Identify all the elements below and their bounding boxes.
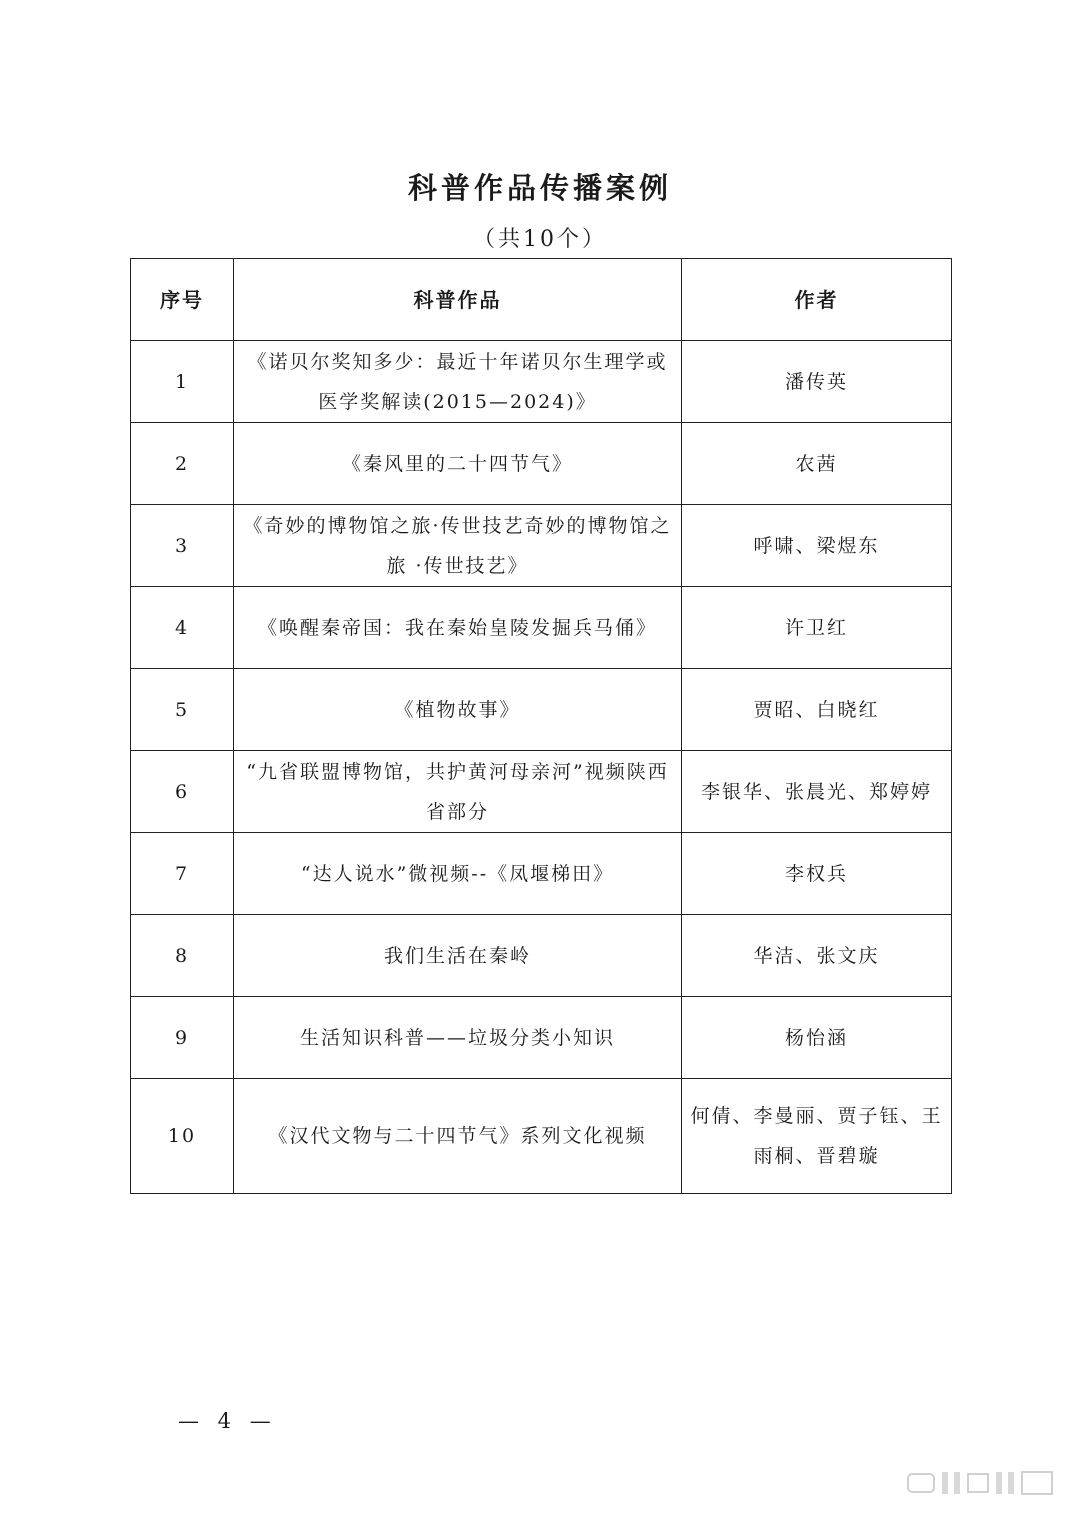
row-number: 1 — [131, 341, 234, 423]
row-work: 《植物故事》 — [234, 669, 682, 751]
table-row — [131, 423, 952, 505]
table-row — [131, 915, 952, 997]
row-author: 华洁、张文庆 — [682, 915, 952, 997]
cases-table — [130, 258, 952, 1194]
table-row — [131, 341, 952, 423]
row-work: “达人说水”微视频--《凤堰梯田》 — [234, 833, 682, 915]
row-work: 《汉代文物与二十四节气》系列文化视频 — [234, 1079, 682, 1194]
row-author: 杨怡涵 — [682, 997, 952, 1079]
row-work: 《唤醒秦帝国：我在秦始皇陵发掘兵马俑》 — [234, 587, 682, 669]
row-author: 李权兵 — [682, 833, 952, 915]
row-author: 农茜 — [682, 423, 952, 505]
row-number: 2 — [131, 423, 234, 505]
table-row — [131, 833, 952, 915]
table-row — [131, 751, 952, 833]
row-author: 何倩、李曼丽、贾子钰、王雨桐、晋碧璇 — [682, 1079, 952, 1194]
row-work: 我们生活在秦岭 — [234, 915, 682, 997]
row-number: 5 — [131, 669, 234, 751]
header-author: 作者 — [682, 259, 952, 341]
page-subtitle: （共10个） — [473, 227, 607, 252]
row-number: 9 — [131, 997, 234, 1079]
row-work: 生活知识科普——垃圾分类小知识 — [234, 997, 682, 1079]
row-work: 《奇妙的博物馆之旅·传世技艺奇妙的博物馆之旅 ·传世技艺》 — [234, 505, 682, 587]
row-author: 呼啸、梁煜东 — [682, 505, 952, 587]
page-number: — 4 — — [178, 1409, 277, 1433]
row-number: 7 — [131, 833, 234, 915]
table-row — [131, 505, 952, 587]
table-row — [131, 669, 952, 751]
row-number: 4 — [131, 587, 234, 669]
header-work: 科普作品 — [234, 259, 682, 341]
header-number: 序号 — [131, 259, 234, 341]
table-header-row — [131, 259, 952, 341]
row-number: 3 — [131, 505, 234, 587]
row-author: 潘传英 — [682, 341, 952, 423]
row-work: “九省联盟博物馆，共护黄河母亲河”视频陕西省部分 — [234, 751, 682, 833]
row-author: 李银华、张晨光、郑婷婷 — [682, 751, 952, 833]
page-title: 科普作品传播案例 — [407, 171, 672, 205]
row-author: 许卫红 — [682, 587, 952, 669]
table-row — [131, 1079, 952, 1194]
row-number: 8 — [131, 915, 234, 997]
brand-watermark-icon — [906, 1468, 1056, 1505]
row-work: 《诺贝尔奖知多少：最近十年诺贝尔生理学或医学奖解读(2015—2024)》 — [234, 341, 682, 423]
table-row — [131, 997, 952, 1079]
table-row — [131, 587, 952, 669]
row-number: 10 — [131, 1079, 234, 1194]
row-work: 《秦风里的二十四节气》 — [234, 423, 682, 505]
row-author: 贾昭、白晓红 — [682, 669, 952, 751]
row-number: 6 — [131, 751, 234, 833]
